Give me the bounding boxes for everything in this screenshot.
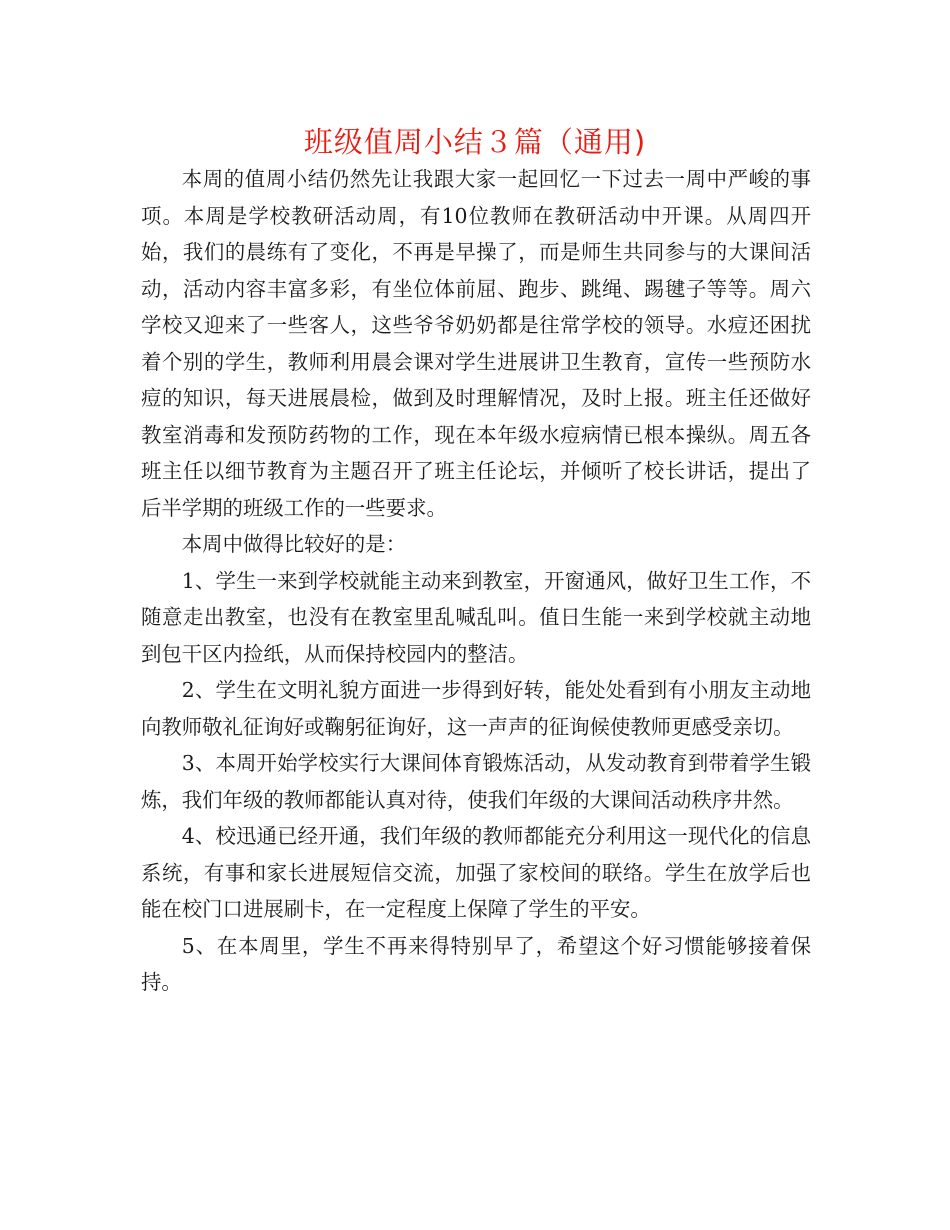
paragraph-good-points-heading: 本周中做得比较好的是：	[181, 532, 407, 556]
paragraph-item-2: 2、学生在文明礼貌方面进一步得到好转，能处处看到有小朋友主动地向教师敬礼征询好或鞠躬征询好，这一声声的征询候使教师更感受亲切。	[141, 678, 811, 739]
document-title: 班级值周小结３篇（通用)	[303, 125, 647, 159]
document-body	[141, 161, 811, 1001]
paragraph-item-5: 5、在本周里，学生不再来得特别早了，希望这个好习惯能够接着保持。	[141, 933, 811, 994]
paragraph-item-1: 1、学生一来到学校就能主动来到教室，开窗通风，做好卫生工作，不随意走出教室，也没有在教室里乱喊乱叫。值日生能一来到学校就主动地到包干区内捡纸，从而保持校园内的整洁。	[141, 568, 811, 666]
paragraph-item-3: 3、本周开始学校实行大课间体育锻炼活动，从发动教育到带着学生锻炼，我们年级的教师都能认真对待，使我们年级的大课间活动秩序井然。	[141, 751, 811, 812]
paragraph-intro: 本周的值周小结仍然先让我跟大家一起回忆一下过去一周中严峻的事项。本周是学校教研活动周，有10位教师在教研活动中开课。从周四开始，我们的晨练有了变化，不再是早操了，而是师生共同参与的大课间活动，活动内容丰富多彩，有坐位体前屈、跑步、跳绳、踢毽子等等。周六学校又迎来了一些客人，这些爷爷奶奶都是往常学校的领导。水痘还困扰着个别的学生，教师利用晨会课对学生进展讲卫生教育，宣传一些预防水痘的知识，每天进展晨检，做到及时理解情况，及时上报。班主任还做好教室消毒和发预防药物的工作，现在本年级水痘病情已根本操纵。周五各班主任以细节教育为主题召开了班主任论坛，并倾听了校长讲话，提出了后半学期的班级工作的一些要求。	[141, 167, 811, 520]
paragraph-item-4: 4、校迅通已经开通，我们年级的教师都能充分利用这一现代化的信息系统，有事和家长进展短信交流，加强了家校间的联络。学生在放学后也能在校门口进展刷卡，在一定程度上保障了学生的平安。	[141, 824, 811, 921]
